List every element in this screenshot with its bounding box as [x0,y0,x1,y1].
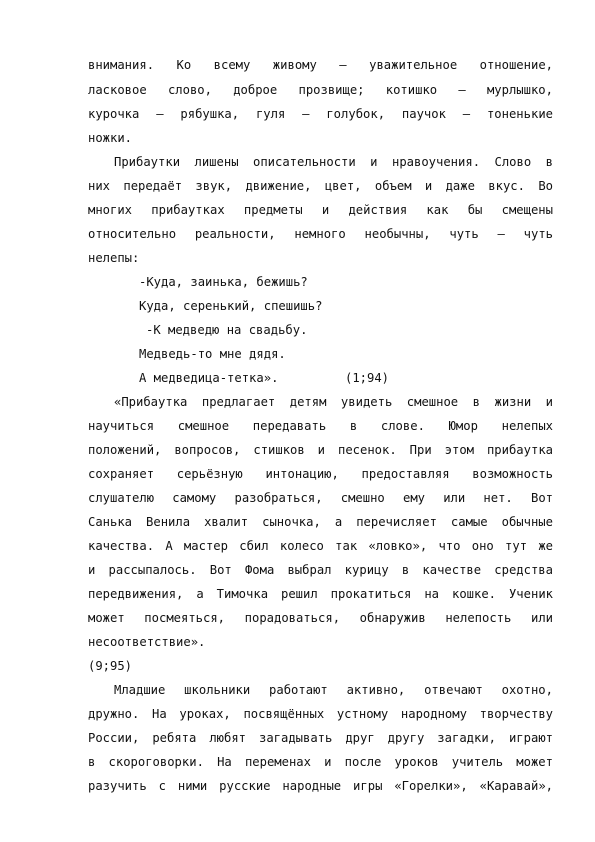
quote-line: может посмеяться, порадоваться, обнаружив нелепость или [88,611,553,625]
quote-line: несоответствие». [88,635,206,649]
quote-line: и рассыпалось. Вот Фома выбрал курицу в качестве средства [88,563,553,577]
paragraph-3-line: в скороговорки. На переменах и после уроков учитель может [88,755,553,769]
paragraph-1-line: курочка – рябушка, гуля – голубок, паучок – тоненькие [88,107,553,121]
paragraph-1-line: ласковое слово, доброе прозвище; котишко – мурлышко, [88,83,553,97]
paragraph-1-line: ножки. [88,131,133,145]
paragraph-2-line: многих прибаутках предметы и действия как бы смещены [88,203,553,217]
verse-line: А медведица-тетка». [139,371,279,385]
quote-line: качества. А мастер сбил колесо так «ловко», что оно тут же [88,539,553,553]
quote-citation: (9;95) [88,659,133,673]
verse-line: -Куда, заинька, бежишь? [139,275,308,289]
quote-line: сохраняет серьёзную интонацию, предоставляя возможность [88,467,553,481]
paragraph-3-line: России, ребята любят загадывать друг другу загадки, играют [88,731,553,745]
paragraph-2-line: нелепы: [88,251,140,265]
paragraph-3-line: Младшие школьники работают активно, отвечают охотно, [114,683,553,697]
paragraph-2-line: Прибаутки лишены описательности и нравоучения. Слово в [114,155,553,169]
verse-citation: (1;94) [345,371,390,385]
paragraph-2-line: относительно реальности, немного необычны, чуть – чуть [88,227,553,241]
paragraph-1-line: внимания. Ко всему живому – уважительное отношение, [88,58,553,72]
quote-line: научиться смешное передавать в слове. Юмор нелепых [88,419,553,433]
verse-line: Куда, серенький, спешишь? [139,299,323,313]
quote-line: слушателю самому разобраться, смешно ему или нет. Вот [88,491,553,505]
quote-line: передвижения, а Тимочка решил прокатиться на кошке. Ученик [88,587,553,601]
verse-line: Медведь-то мне дядя. [139,347,286,361]
quote-line: Санька Венила хвалит сыночка, а перечисляет самые обычные [88,515,553,529]
paragraph-3-line: разучить с ними русские народные игры «Горелки», «Каравай», [88,779,553,793]
quote-line: положений, вопросов, стишков и песенок. При этом прибаутка [88,443,553,457]
paragraph-2-line: них передаёт звук, движение, цвет, объем и даже вкус. Во [88,179,553,193]
verse-line: -К медведю на свадьбу. [146,323,308,337]
paragraph-3-line: дружно. На уроках, посвящённых устному народному творчеству [88,707,553,721]
quote-line: «Прибаутка предлагает детям увидеть смешное в жизни и [114,395,553,409]
